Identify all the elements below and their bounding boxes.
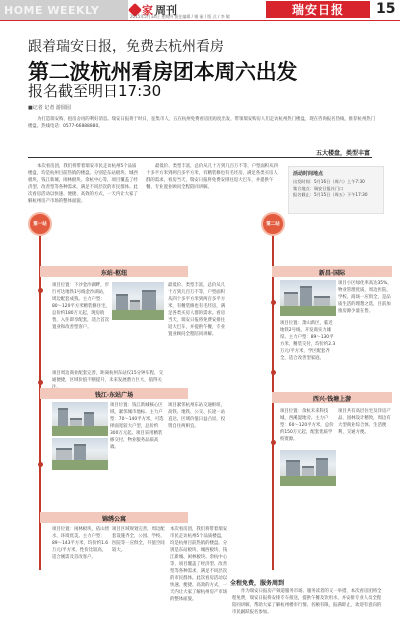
project-2-photo: [280, 280, 336, 316]
stop-label-1: 第一站: [33, 222, 47, 227]
route-band-3: [40, 388, 188, 399]
newspaper-name: 瑞安日报: [291, 3, 344, 17]
project-3-photo-2: [52, 438, 108, 470]
brand-suffix: 周刊: [155, 4, 177, 17]
newspaper-name-band: [266, 1, 370, 18]
route-band-2: [272, 266, 392, 277]
route-band-1: [40, 266, 188, 277]
article-kicker: 跟着瑞安日报，免费去杭州看房: [28, 39, 224, 55]
timeline-dot: [271, 370, 276, 375]
masthead: [0, 0, 400, 20]
section-intro-left: 本次看房团，我们将带着瑞安市民走访杭州5个品质楼盘，均是杭州目前热销的楼盘。分别是东站板块、城西板块、钱江新城、闲林板块、余杭中心等，项目覆盖了经济型、改善型等各种需求，满足不同层次的市民群体。此次看房活动以快速、便捷、高效的方式，一天内让大家了解杭州房产市场的整体面貌。: [28, 164, 138, 204]
brand-name: 家: [142, 4, 153, 17]
route-title-5: 锦绣公寓: [101, 515, 127, 523]
project-2-details: 项目位置：萧山新区，临近地铁2号线，开发商实力雄厚。主力户型：89～130平方米，精装交付，均价约2.3万元/平方米，学区配套齐全，适合改善型家庭。: [280, 321, 336, 361]
project-1-details: 项目位置：下沙金沙湖畔，步行可达地铁1号线金沙湖站，周边配套成熟。主力户型：80～120平方米精装修住宅，总价约180万元起，现房销售，入住即享配套，适合首次置业和改善型客户。: [52, 283, 110, 330]
route-title-1: 东站·枢纽: [100, 269, 128, 277]
project-4-column: 项目共有高层住宅及洋房产品，园林设计精致，周边有大型商业综合体，生活便利，交通方便。: [338, 409, 391, 435]
section-label: HOME WEEKLY: [4, 4, 100, 17]
service-text: 作为瑞安日报房产频道服务市场、服务读者的又一举措，本次看房团将全程免费，瑞安日报将安排专车接送，提供午餐及饮用水，并安排专业人员全程陪同讲解，帮助大家了解杭州楼市行情。名额有限，报满即止，欢迎有意向的市民踊跃报名参加。: [232, 589, 382, 615]
issue-info: 2015年5月14日 星期四 责任编辑 / 谢 丽 / 版 式 / 李 敏: [130, 14, 230, 19]
section-intro-mid: 最低价、类型丰富，总价从几十万到几百万不等，户型面积从四十多平方米到两百多平方米，有精装修也有毛坯房，满足各类买房人群的需求。看房当天，瑞安日报将免费安排往返大巴车，并提供午餐，专业置业顾问全程陪同讲解。: [146, 164, 278, 190]
notice-title: 活动时间地点: [293, 171, 324, 177]
project-3-details: 项目位置：钱江新城核心区域，紧邻城市地标。主力户型：70～140平方米，可选择面宽较大户型，总价约300万元起。项目采用精装修交付，物业服务品质高端。: [110, 403, 164, 450]
project-3-photo: [52, 402, 108, 436]
article-lead: 为打造瑞安购、租房舍再的利好消息。瑞安日报将于时日，征集市人，五在杭州免费看房团再度出发，带领瑞安购房人们走访杭州热门楼盘，现在咨询报名热线，推荐杭州热门楼盘。热线电话：0577-66888880。: [28, 117, 376, 129]
timeline-dot: [271, 300, 276, 305]
timeline-dot: [271, 440, 276, 445]
route-title-3: 钱江·东站广场: [94, 391, 134, 399]
route-title-2: 新昌·国际: [318, 269, 346, 277]
notice-line: 集合地点：瑞安日报社门口: [293, 185, 344, 191]
stop-label-2: 第二站: [266, 222, 280, 227]
project-5-details: 项目位置：闲林板块，依山傍水，环境优美。主力户型：89～143平方米，均价约1.6万元/平方米，性价比较高，适合刚需及首改客户。: [52, 527, 110, 560]
notice-line: 报名截止：5月15日（周五）下午17:30: [293, 192, 368, 197]
stop-badge-2: [261, 212, 285, 236]
section-label-band: [0, 0, 128, 20]
project-2-column: 项目小区绿化率高达35%，物业管理优质，周边医院、学校、商场一应俱全，是品质生活的理想之选，目前加推房源少量在售。: [338, 281, 392, 314]
article-deck: 报名截至明日17:30: [28, 82, 162, 100]
section-rule: [28, 157, 372, 158]
article-headline: 第二波杭州看房团本周六出发: [28, 60, 298, 84]
project-4-details: 项目位置：余杭未来科技城，西溪湿地旁。主力户型：60～120平方米，总价约150万元起，配套优质学校资源。: [280, 409, 334, 442]
project-1-more: 项目周边商业配套完善，距离杭州东站仅15分钟车程，交通便捷，区域价值不断提升，未来发展潜力巨大，值得关: [52, 371, 163, 383]
section-title: 五大楼盘，类型丰富: [316, 150, 371, 157]
article-byline: ■记者 记者 游圆园: [28, 105, 71, 111]
project-5-column: 本次看房团，我们将带着瑞安市民走访杭州5个品质楼盘，均是杭州目前热销的楼盘。分别是东站板块、城西板块、钱江新城、闲林板块、余杭中心等，项目覆盖了经济型、改善型等各种需求，满足不同层次的市民群体。此次看房活动以快速、便捷、高效的方式，一天内让大家了解杭州房产市场的整体面貌。: [170, 527, 228, 602]
notice-line: 出发时间：5月16日（周六）上午7:30: [293, 179, 365, 184]
project-3-column: 项目紧邻杭州东站交通枢纽，高铁、地铁、公交、长途一站直达，区域价值日益凸显，投资自住两相宜。: [168, 403, 226, 429]
notice-box: [288, 166, 384, 214]
stop-badge-1: [28, 212, 52, 236]
timeline-dot: [38, 380, 43, 385]
masthead-rule: [0, 20, 400, 21]
timeline-dot: [38, 462, 43, 467]
project-5-more: 项目区域规划完善，周边配套设施齐全，公园、学校、医院等一应俱全，升值空间较大。: [112, 527, 165, 553]
route-title-4: 西兴·钱塘上游: [312, 395, 352, 403]
timeline-dot: [38, 288, 43, 293]
project-4-photo: [280, 450, 336, 486]
route-band-4: [272, 392, 392, 403]
page-number: 15: [376, 1, 396, 17]
project-1-photo: [112, 282, 164, 320]
project-1-column: 最低价、类型丰富，总价从几十万到几百万不等，户型面积从四十多平方米到两百多平方米，有精装修也有毛坯房，满足各类买房人群的需求。看房当天，瑞安日报将免费安排往返大巴车，并提供午餐，专业置业顾问全程陪同讲解。: [168, 283, 226, 337]
service-title: 全程免费，服务周到: [230, 580, 285, 587]
route-band-5: [40, 512, 188, 523]
